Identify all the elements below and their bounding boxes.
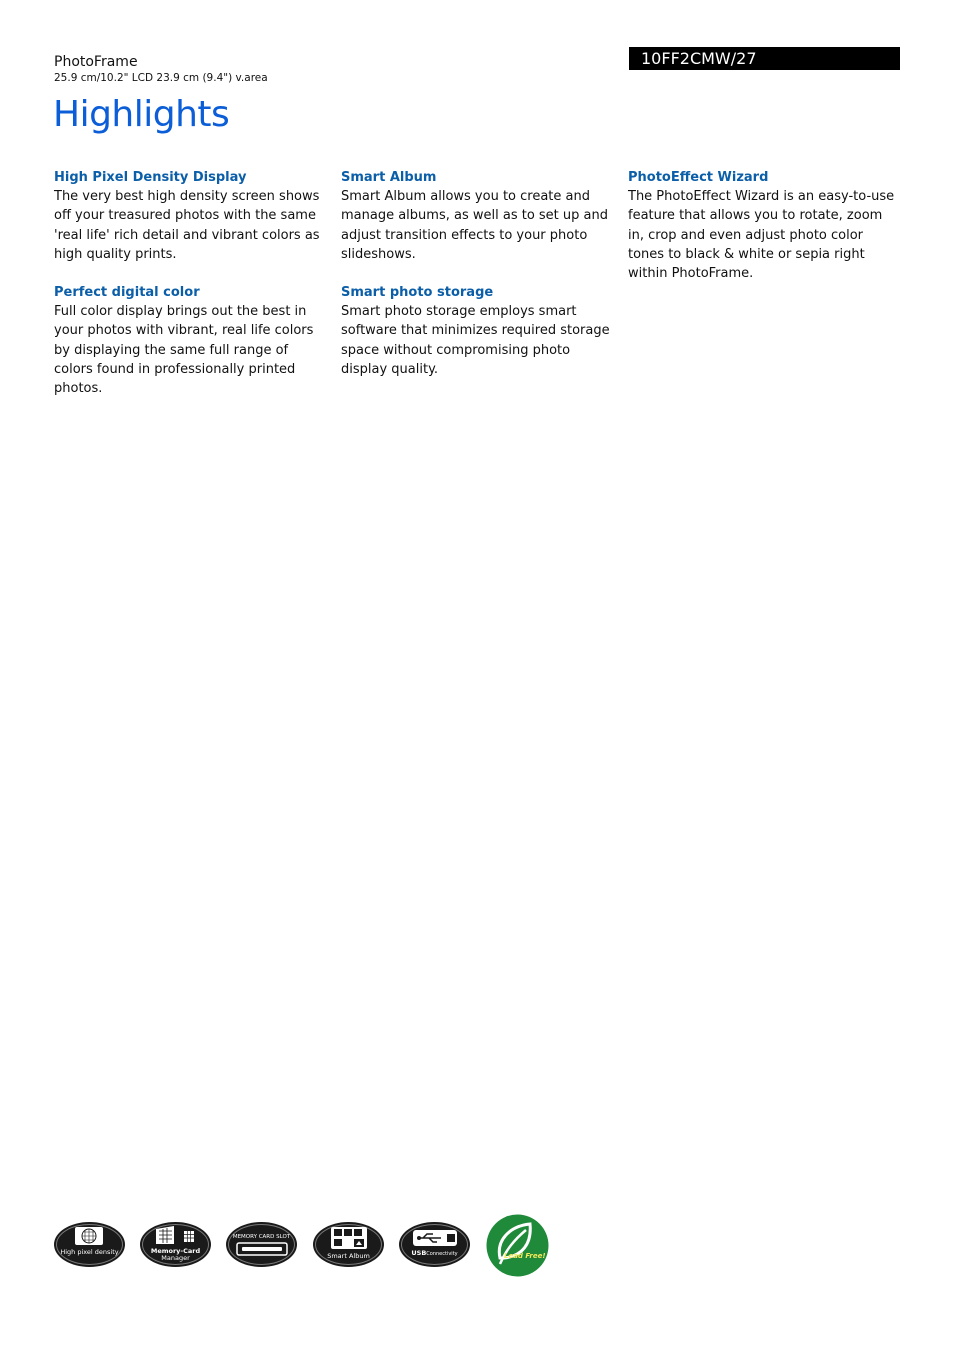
pixel-grid-icon bbox=[74, 1226, 104, 1248]
leaf-icon bbox=[486, 1214, 549, 1277]
feature-title: Perfect digital color bbox=[54, 285, 200, 301]
feature-smart-photo-storage bbox=[341, 283, 613, 379]
memory-card-slot-logo bbox=[226, 1222, 297, 1267]
page-title: Highlights bbox=[53, 94, 230, 135]
feature-body: The very best high density screen shows off your treasured photos with the same 'real life' rich detail and vibrant colors as high quality prints. bbox=[54, 189, 320, 262]
usb-sublabel: Connectivity bbox=[426, 1251, 458, 1257]
feature-title: PhotoEffect Wizard bbox=[628, 170, 769, 185]
feature-body: Smart Album allows you to create and manage albums, as well as to set up and adjust transition effects to your photo slideshows. bbox=[341, 189, 608, 262]
feature-title: Smart photo storage bbox=[341, 285, 494, 301]
feature-high-pixel-density bbox=[54, 168, 326, 264]
logo-caption: Memory-Card bbox=[150, 1247, 201, 1255]
memory-card-manager-logo bbox=[140, 1222, 211, 1267]
logo-caption: Manager bbox=[161, 1254, 190, 1262]
logo-caption bbox=[399, 1250, 470, 1258]
smart-album-logo bbox=[313, 1222, 384, 1267]
feature-title: Smart Album bbox=[341, 170, 437, 185]
product-name: PhotoFrame bbox=[54, 54, 138, 70]
memory-card-icon bbox=[154, 1225, 198, 1247]
product-spec: 25.9 cm/10.2" LCD 23.9 cm (9.4") v.area bbox=[54, 72, 268, 84]
logo-caption: Smart Album bbox=[327, 1252, 370, 1260]
usb-label: USB bbox=[411, 1249, 427, 1257]
logo-caption: MEMORY CARD SLOT bbox=[232, 1234, 291, 1240]
model-badge: 10FF2CMW/27 bbox=[629, 47, 900, 70]
highlights-column-3 bbox=[628, 168, 900, 302]
logo-caption: High pixel density bbox=[60, 1248, 119, 1256]
card-slot-icon bbox=[236, 1242, 288, 1256]
feature-body: The PhotoEffect Wizard is an easy-to-use feature that allows you to rotate, zoom in, crop and even adjust photo color tones to black & white or sepia right within PhotoFrame. bbox=[628, 189, 895, 282]
feature-logos bbox=[54, 1214, 554, 1278]
feature-body: Full color display brings out the best in your photos with vibrant, real life colors by displaying the same full range of colors found in professionally printed photos. bbox=[54, 304, 314, 397]
lead-free-label: Lead Free! bbox=[504, 1252, 546, 1260]
feature-perfect-digital-color bbox=[54, 283, 326, 398]
usb-icon bbox=[411, 1228, 459, 1248]
usb-connectivity-logo bbox=[399, 1222, 470, 1267]
lead-free-logo bbox=[486, 1214, 549, 1277]
feature-photoeffect-wizard bbox=[628, 168, 900, 283]
feature-body: Smart photo storage employs smart software that minimizes required storage space without compromising photo display quality. bbox=[341, 304, 610, 378]
high-pixel-density-logo bbox=[54, 1222, 125, 1267]
highlights-column-1 bbox=[54, 168, 326, 418]
highlights-column-2 bbox=[341, 168, 613, 398]
feature-smart-album bbox=[341, 168, 613, 264]
feature-title: High Pixel Density Display bbox=[54, 170, 247, 185]
album-icon bbox=[330, 1226, 368, 1250]
